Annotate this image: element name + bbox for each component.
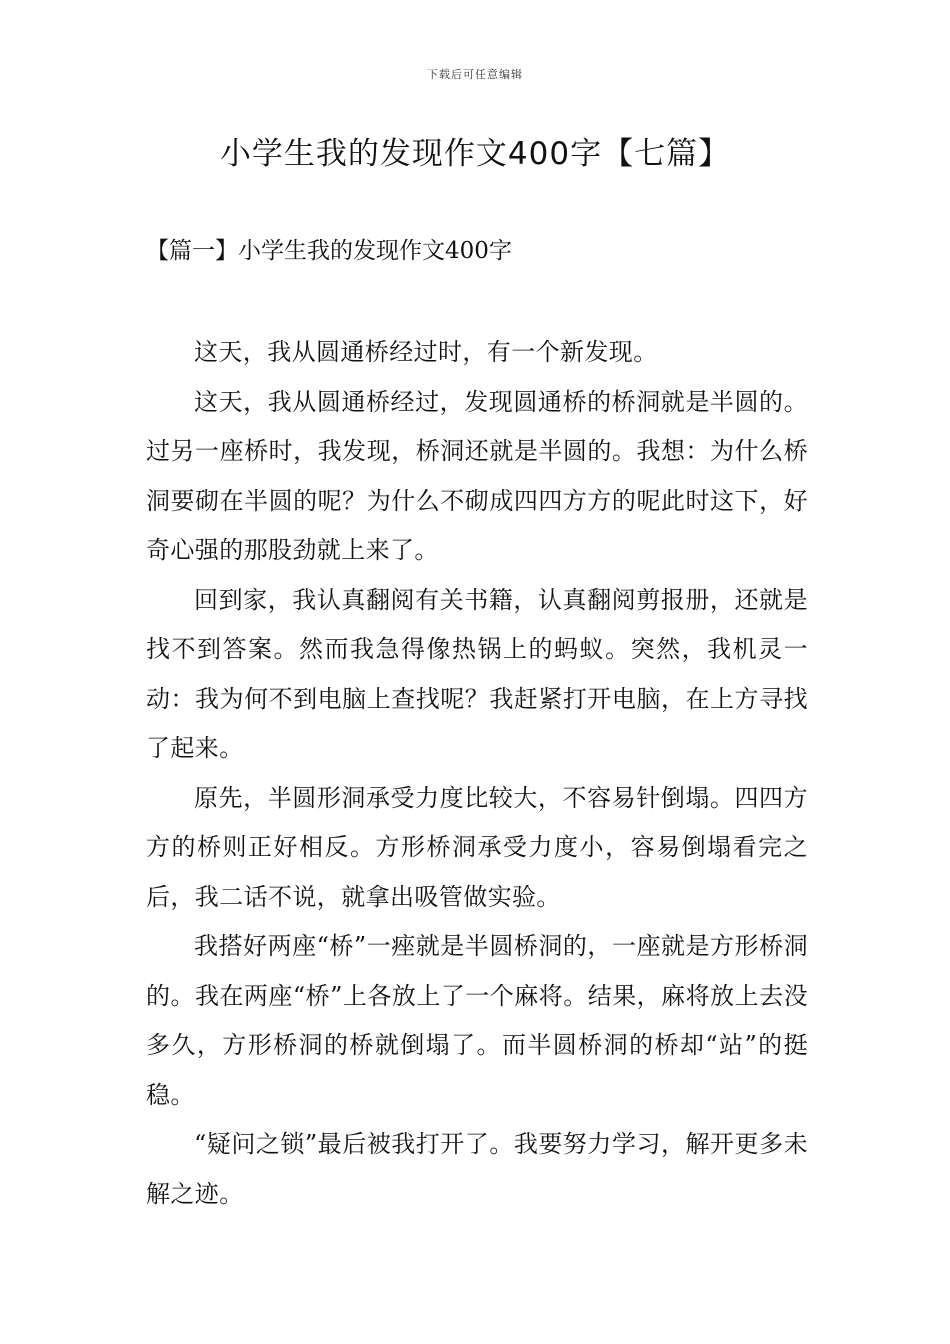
paragraph: “疑问之锁”最后被我打开了。我要努力学习，解开更多未解之迹。 (146, 1130, 808, 1208)
paragraph: 这天，我从圆通桥经过，发现圆通桥的桥洞就是半圆的。过另一座桥时，我发现，桥洞还就是半圆的。我想：为什么桥洞要砌在半圆的呢？为什么不砌成四四方方的呢此时这下，好奇心强的那股劲就上来了。 (146, 387, 808, 564)
header-note: 下载后可任意编辑 (427, 68, 523, 81)
paragraph: 我搭好两座“桥”一痤就是半圆桥洞的，一座就是方形桥洞的。我在两座“桥”上各放上了一个麻将。结果，麻将放上去没多久，方形桥洞的桥就倒塌了。而半圆桥洞的桥却“站”的挺稳。 (146, 932, 808, 1109)
essay-body (146, 328, 808, 1219)
document-title: 小学生我的发现作文400字【七篇】 (219, 136, 731, 172)
paragraph: 原先，半圆形洞承受力度比较大，不容易针倒塌。四四方方的桥则正好相反。方形桥洞承受力度小，容易倒塌看完之后，我二话不说，就拿出吸管做实验。 (146, 783, 808, 911)
paragraph: 这天，我从圆通桥经过时，有一个新发现。 (194, 338, 658, 366)
paragraph: 回到家，我认真翻阅有关书籍，认真翻阅剪报册，还就是找不到答案。然而我急得像热锅上的蚂蚁。突然，我机灵一动：我为何不到电脑上查找呢？我赶紧打开电脑，在上方寻找了起来。 (146, 585, 808, 762)
section-heading: 【篇一】小学生我的发现作文400字 (146, 238, 512, 264)
